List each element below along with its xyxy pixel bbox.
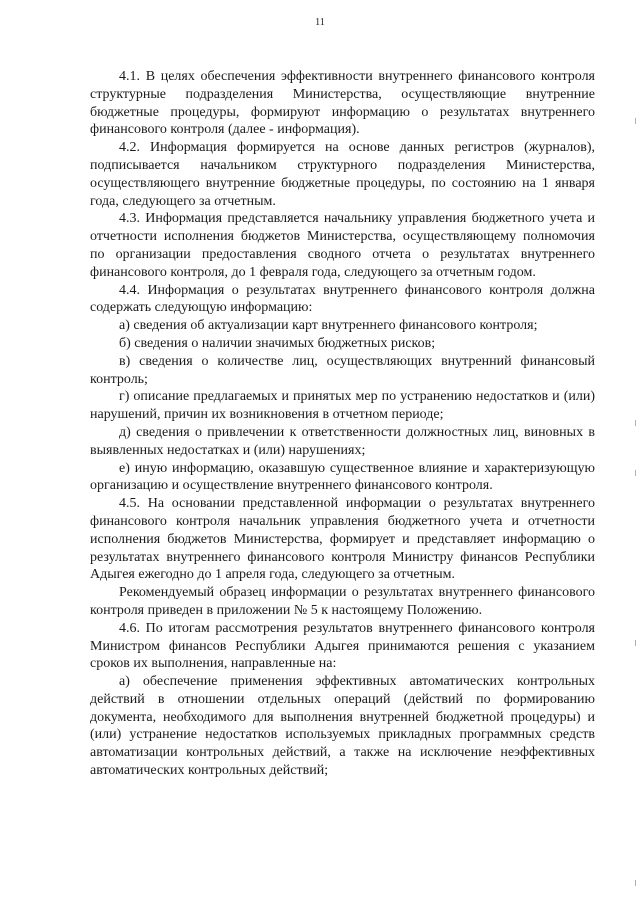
list-item-v: в) сведения о количестве лиц, осуществляющих внутренний финансовый контроль; xyxy=(90,353,595,387)
document-body xyxy=(90,68,595,780)
list-item-4-6-a: а) обеспечение применения эффективных автоматических контрольных действий в отношении отдельных операций (действий по формированию документа, необходимого для выполнения внутренней бюджетной процедуры) и (или) устранение недостатков используемых прикладных программных средств автоматизации контрольных действий, а также на исключение неэффективных автоматических контрольных действий; xyxy=(90,674,595,779)
paragraph-4-4: 4.4. Информация о результатах внутреннего финансового контроля должна содержать следующую информацию: xyxy=(90,282,595,316)
paragraph-sample-reference: Рекомендуемый образец информации о результатах внутреннего финансового контроля приведен в приложении № 5 к настоящему Положению. xyxy=(90,585,595,618)
page-number: 11 xyxy=(315,17,325,28)
list-item-g: г) описание предлагаемых и принятых мер по устранению недостатков и (или) нарушений, причин их возникновения в отчетном периоде; xyxy=(90,389,595,423)
paragraph-4-2: 4.2. Информация формируется на основе данных регистров (журналов), подписывается начальником структурного подразделения Министерства, осуществляющего внутренние бюджетные процедуры, по состоянию на 1 января года, следующего за отчетным. xyxy=(90,140,595,209)
list-item-b: б) сведения о наличии значимых бюджетных рисков; xyxy=(119,335,436,351)
list-item-e: е) иную информацию, оказавшую существенное влияние и характеризующую организацию и осуществление внутреннего финансового контроля. xyxy=(90,460,595,494)
list-item-a: а) сведения об актуализации карт внутреннего финансового контроля; xyxy=(119,318,538,334)
scan-edge-marks xyxy=(635,0,637,905)
paragraph-4-6: 4.6. По итогам рассмотрения результатов внутреннего финансового контроля Министром финансов Республики Адыгея принимаются решения с указанием сроков их выполнения, направленные на: xyxy=(90,620,595,672)
paragraph-4-1: 4.1. В целях обеспечения эффективности внутреннего финансового контроля структурные подразделения Министерства, осуществляющие внутренние бюджетные процедуры, формируют информацию о результатах внутреннего финансового контроля (далее - информация). xyxy=(90,69,595,138)
list-item-d: д) сведения о привлечении к ответственности должностных лиц, виновных в выявленных недостатках и (или) нарушениях; xyxy=(90,424,595,458)
paragraph-4-3: 4.3. Информация представляется начальнику управления бюджетного учета и отчетности исполнения бюджетов Министерства, осуществляющему полномочия по организации предоставления сводного отчета о результатах внутреннего финансового контроля, до 1 февраля года, следующего за отчетным годом. xyxy=(90,211,595,280)
paragraph-4-5: 4.5. На основании представленной информации о результатах внутреннего финансового контроля начальник управления бюджетного учета и отчетности исполнения бюджетов Министерства, формирует и представляет информацию о результатах внутреннего финансового контроля Министру финансов Республики Адыгея ежегодно до 1 апреля года, следующего за отчетным. xyxy=(90,496,595,583)
